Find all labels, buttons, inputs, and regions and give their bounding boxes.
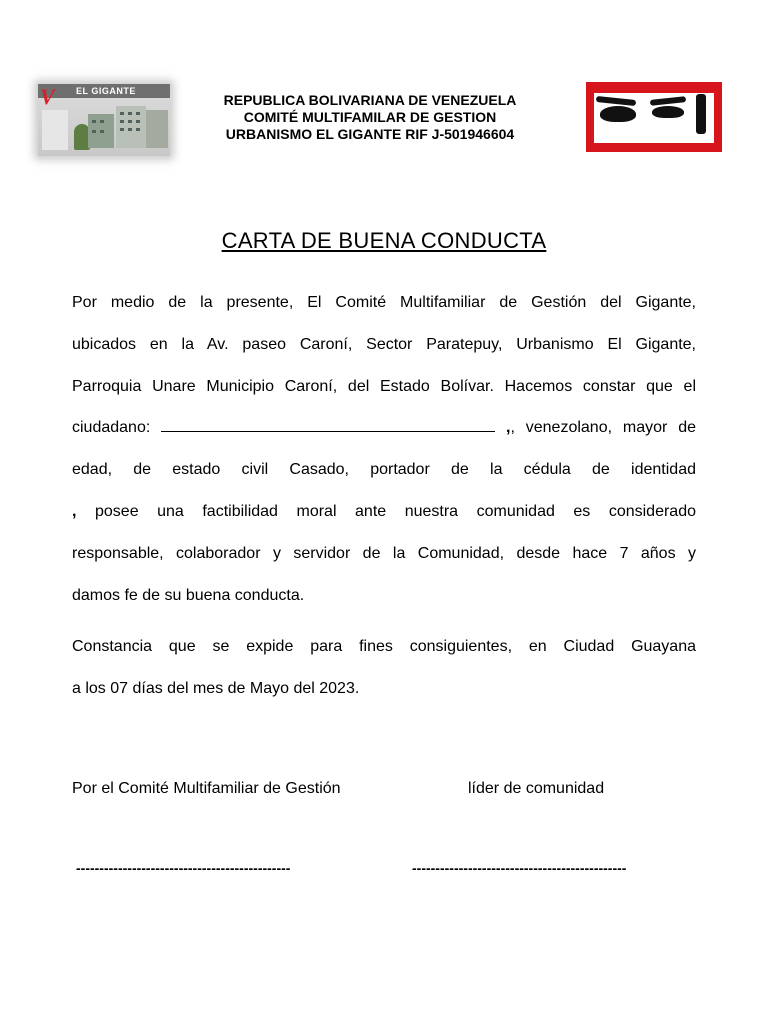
id-number-mark: , — [72, 502, 77, 520]
body-line — [72, 491, 696, 533]
citizen-name-blank[interactable] — [161, 421, 495, 432]
body-line-name: ciudadano: ,, venezolano, mayor de — [72, 419, 696, 437]
citizen-label: ciudadano: — [72, 419, 151, 437]
body-line: damos fe de su buena conducta. — [72, 586, 305, 604]
body-line-text: posee una factibilidad moral ante nuestra comunidad es considerado — [95, 502, 697, 520]
body-line: edad, de estado civil Casado, portador de la cédula de identidad — [72, 461, 696, 479]
committee-signature-line: ---------------------------------------------- — [76, 860, 291, 876]
logo-brand-text: EL GIGANTE — [76, 86, 136, 96]
closing-paragraph — [72, 626, 696, 710]
closing-line: Constancia que se expide para fines consiguientes, en Ciudad Guayana — [72, 638, 696, 655]
letterhead-line-committee: COMITÉ MULTIFAMILAR DE GESTION — [243, 109, 497, 125]
el-gigante-logo: V EL GIGANTE — [38, 84, 170, 156]
body-line: Parroquia Unare Municipio Caroní, del Estado Bolívar. Hacemos constar que el — [72, 377, 696, 395]
closing-line: a los 07 días del mes de Mayo del 2023. — [72, 679, 360, 697]
citizen-nationality: , venezolano, mayor de — [510, 419, 696, 437]
letterhead-line-rif: URBANISMO EL GIGANTE RIF J-501946604 — [225, 126, 515, 142]
letterhead-line-country: REPUBLICA BOLIVARIANA DE VENEZUELA — [223, 92, 517, 108]
body-line: responsable, colaborador y servidor de la Comunidad, desde hace 7 años y — [72, 544, 696, 562]
body-paragraph — [72, 282, 696, 616]
leader-signature-label: líder de comunidad — [468, 780, 605, 797]
letterhead — [180, 92, 560, 143]
body-line: Por medio de la presente, El Comité Multifamiliar de Gestión del Gigante, — [72, 294, 696, 311]
body-line: ubicados en la Av. paseo Caroní, Sector Paratepuy, Urbanismo El Gigante, — [72, 335, 696, 353]
committee-signature-label: Por el Comité Multifamiliar de Gestión — [72, 780, 341, 797]
eyes-emblem-logo — [586, 82, 722, 152]
leader-signature-line: ---------------------------------------------- — [412, 860, 627, 876]
document-title: CARTA DE BUENA CONDUCTA — [221, 228, 547, 253]
